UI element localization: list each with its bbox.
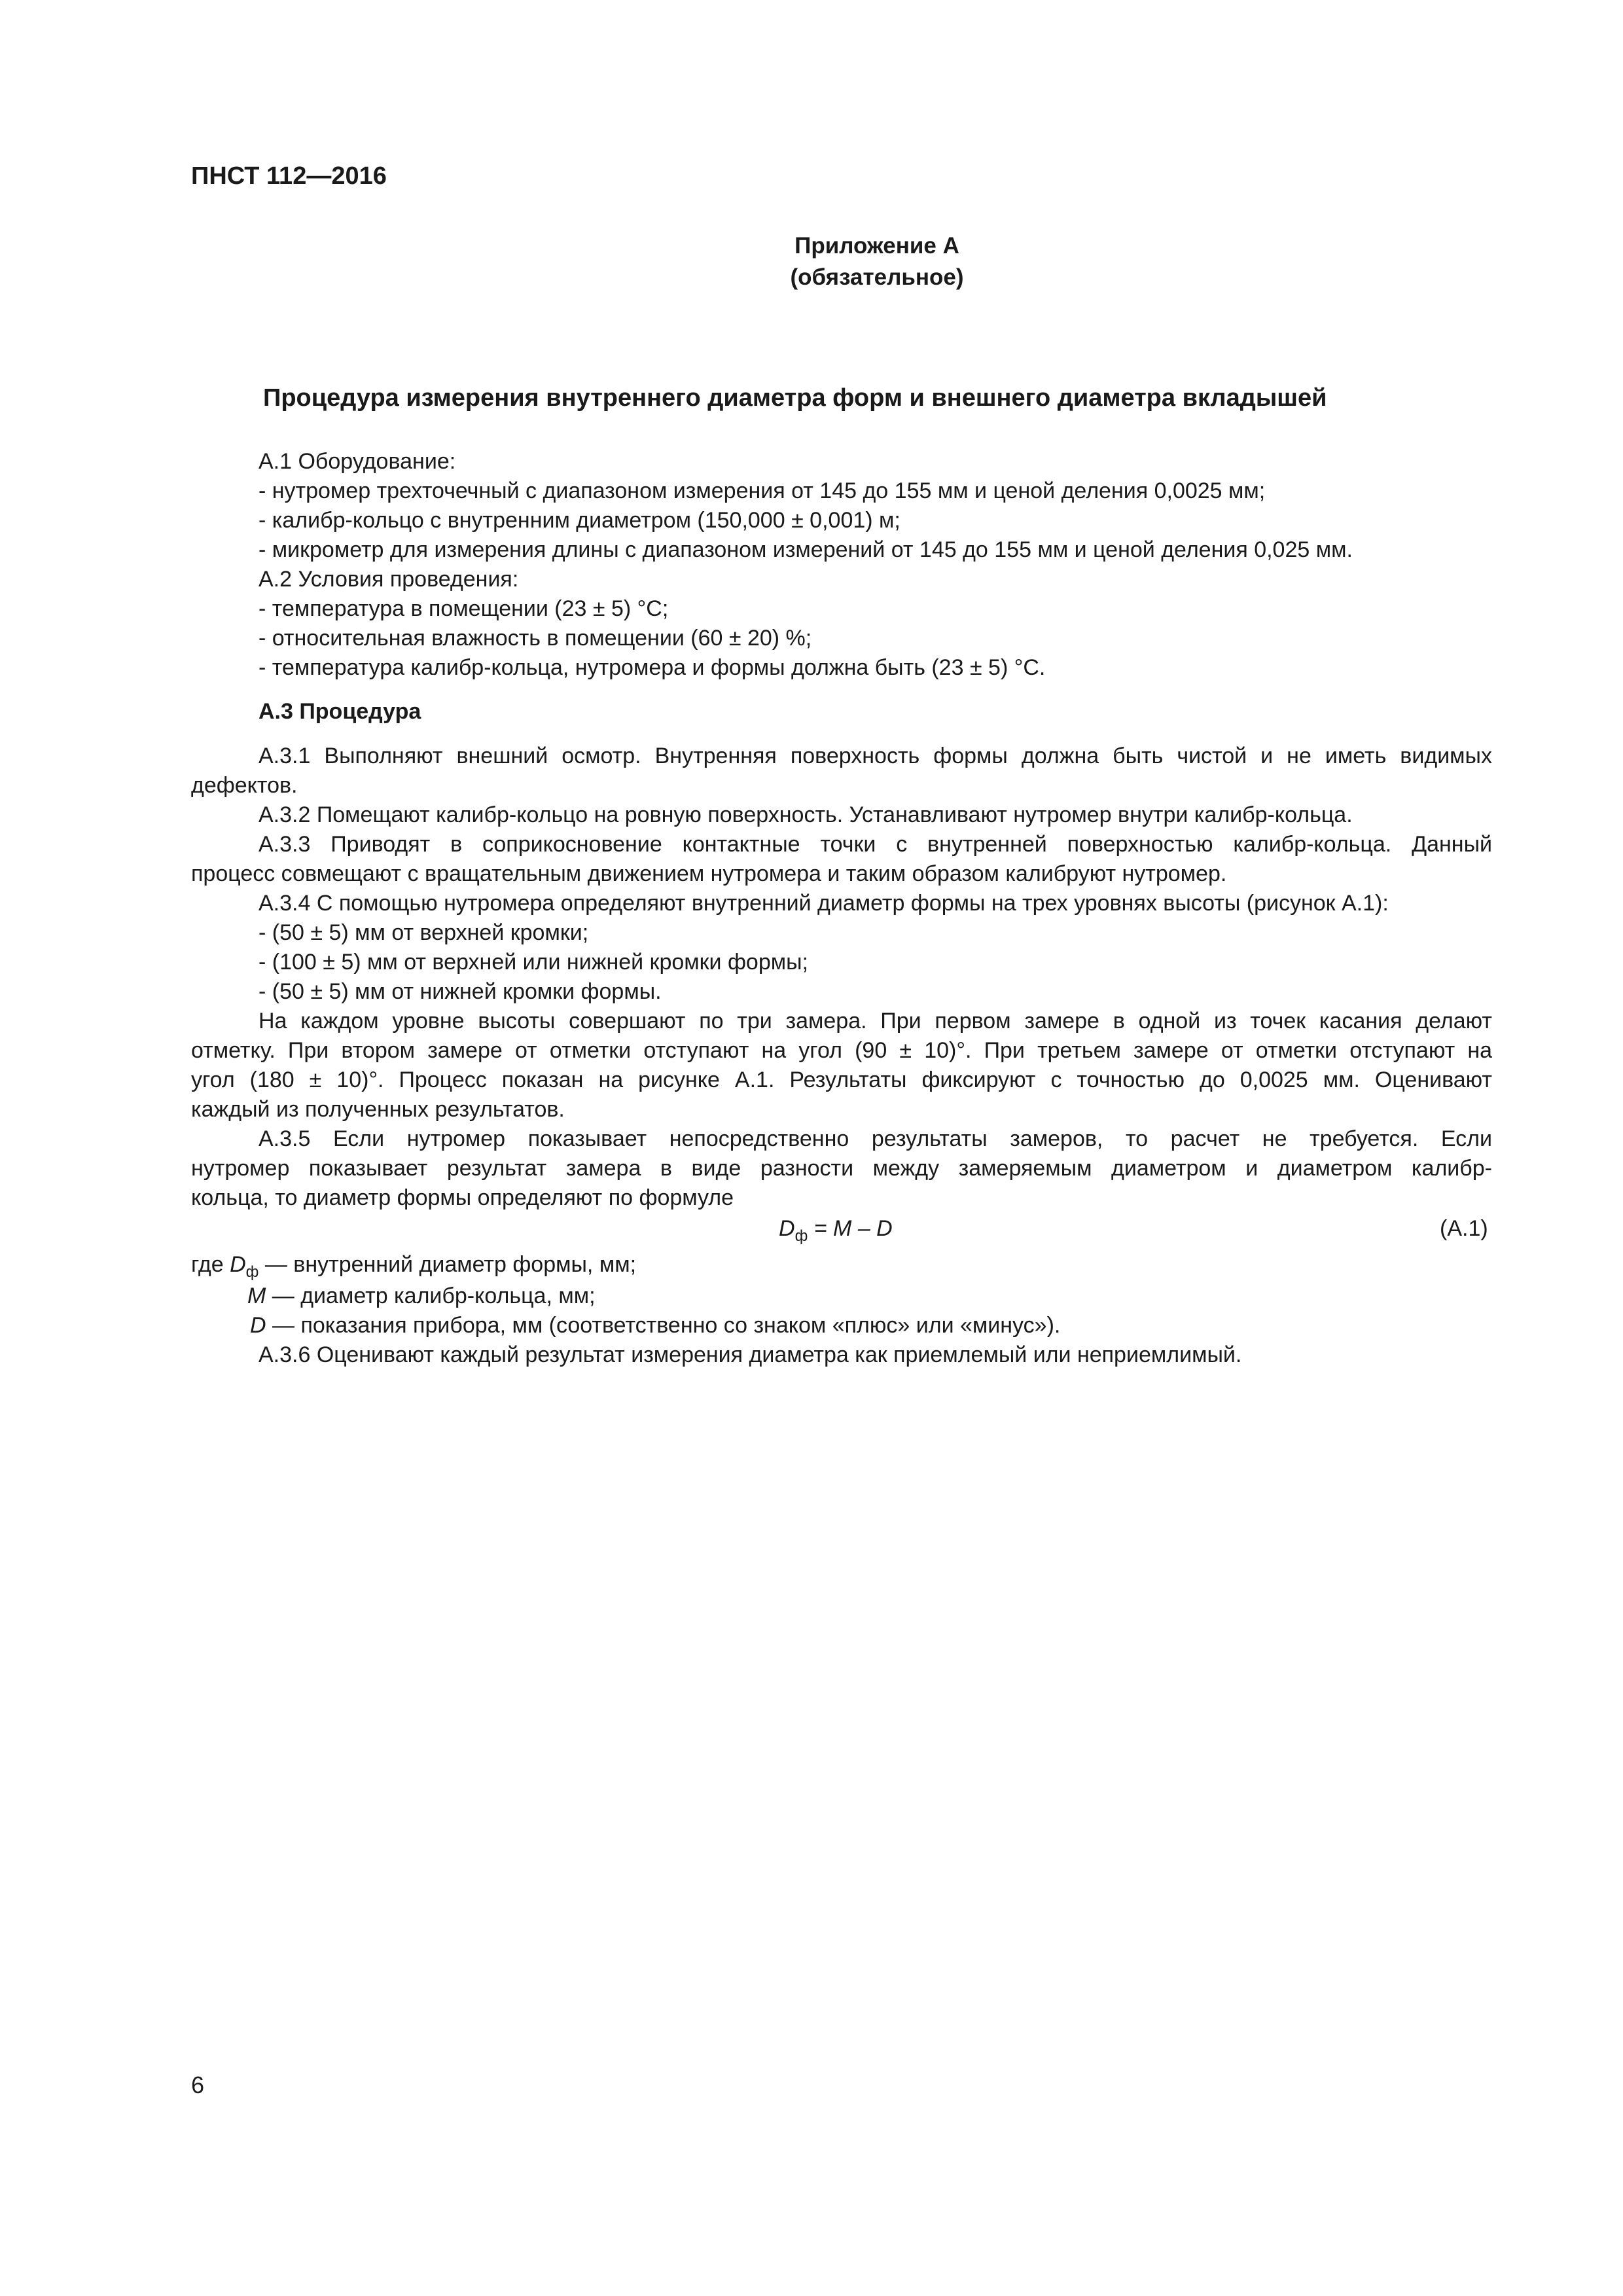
list-item: - микрометр для измерения длины с диапазоном измерений от 145 до 155 мм и ценой деления 0,025 мм. <box>259 537 1353 562</box>
where-prefix: где <box>191 1252 230 1277</box>
list-item: - температура калибр-кольца, нутромера и формы должна быть (23 ± 5) °С. <box>259 655 1046 680</box>
paragraph-line: А.3.5 Если нутромер показывает непосредственно результаты замеров, то расчет не требуется. Если <box>259 1126 1492 1151</box>
paragraph-line: дефектов. <box>191 773 298 798</box>
a3-heading: А.3 Процедура <box>259 699 421 724</box>
equation-number: (А.1) <box>1440 1216 1488 1241</box>
formula <box>779 1214 893 1251</box>
list-item: - нутромер трехточечный с диапазоном измерения от 145 до 155 мм и ценой деления 0,0025 мм; <box>259 478 1266 503</box>
paragraph-line: каждый из полученных результатов. <box>191 1097 565 1122</box>
where-dd-text: — показания прибора, мм (соответственно со знаком «плюс» или «минус»). <box>266 1313 1061 1338</box>
page-number: 6 <box>191 2072 205 2098</box>
a1-heading: А.1 Оборудование: <box>259 449 456 474</box>
list-item: - (100 ± 5) мм от верхней или нижней кромки формы; <box>259 950 809 975</box>
where-dd-symbol: D <box>250 1313 266 1338</box>
paragraph-line: кольца, то диаметр формы определяют по формуле <box>191 1185 734 1210</box>
paragraph-line: процесс совмещают с вращательным движением нутромера и таким образом калибруют нутромер. <box>191 861 1227 886</box>
paragraph-line: угол (180 ± 10)°. Процесс показан на рисунке А.1. Результаты фиксируют с точностью до 0,0025 мм. Оценивают <box>191 1067 1492 1092</box>
paragraph-line: отметку. При втором замере от отметки отступают на угол (90 ± 10)°. При третьем замере от отметки отступают на <box>191 1038 1492 1063</box>
section-title: Процедура измерения внутреннего диаметра форм и внешнего диаметра вкладышей <box>263 384 1327 412</box>
where-d-symbol: D <box>230 1252 246 1277</box>
list-item: - температура в помещении (23 ± 5) °С; <box>259 596 669 621</box>
list-item: - (50 ± 5) мм от нижней кромки формы. <box>259 979 662 1004</box>
a2-heading: А.2 Условия проведения: <box>259 567 519 592</box>
paragraph-line: нутромер показывает результат замера в виде разности между замеряемым диаметром и диаметром калибр- <box>191 1156 1492 1181</box>
appendix-status: (обязательное) <box>790 264 964 290</box>
where-d-text: — внутренний диаметр формы, мм; <box>259 1252 637 1277</box>
list-item: - калибр-кольцо с внутренним диаметром (150,000 ± 0,001) м; <box>259 508 901 533</box>
formula-symbol-d: D <box>779 1216 795 1241</box>
formula-subscript: ф <box>794 1227 808 1245</box>
list-item: - относительная влажность в помещении (60 ± 20) %; <box>259 626 812 651</box>
paragraph-line: А.3.3 Приводят в соприкосновение контактные точки с внутренней поверхностью калибр-кольца. Данный <box>259 832 1492 857</box>
where-dd <box>250 1311 1060 1340</box>
appendix-title: Приложение А <box>794 233 959 259</box>
paragraph-line: А.3.1 Выполняют внешний осмотр. Внутренняя поверхность формы должна быть чистой и не иметь видимых <box>259 744 1492 768</box>
paragraph-line: А.3.4 С помощью нутромера определяют внутренний диаметр формы на трех уровнях высоты (рисунок А.1): <box>259 891 1389 916</box>
paragraph-line: На каждом уровне высоты совершают по три замера. При первом замере в одной из точек касания делают <box>259 1009 1492 1033</box>
paragraph-line: А.3.6 Оценивают каждый результат измерения диаметра как приемлемый или неприемлимый. <box>259 1342 1242 1367</box>
list-item: - (50 ± 5) мм от верхней кромки; <box>259 920 589 945</box>
paragraph-line: А.3.2 Помещают калибр-кольцо на ровную поверхность. Устанавливают нутромер внутри калибр-кольца. <box>259 802 1353 827</box>
where-m-symbol: M <box>247 1283 266 1308</box>
formula-rhs: = M – D <box>808 1216 893 1241</box>
where-m <box>247 1282 596 1311</box>
document-code: ПНСТ 112—2016 <box>191 162 387 190</box>
where-d-subscript: ф <box>245 1263 259 1281</box>
where-m-text: — диаметр калибр-кольца, мм; <box>266 1283 596 1308</box>
